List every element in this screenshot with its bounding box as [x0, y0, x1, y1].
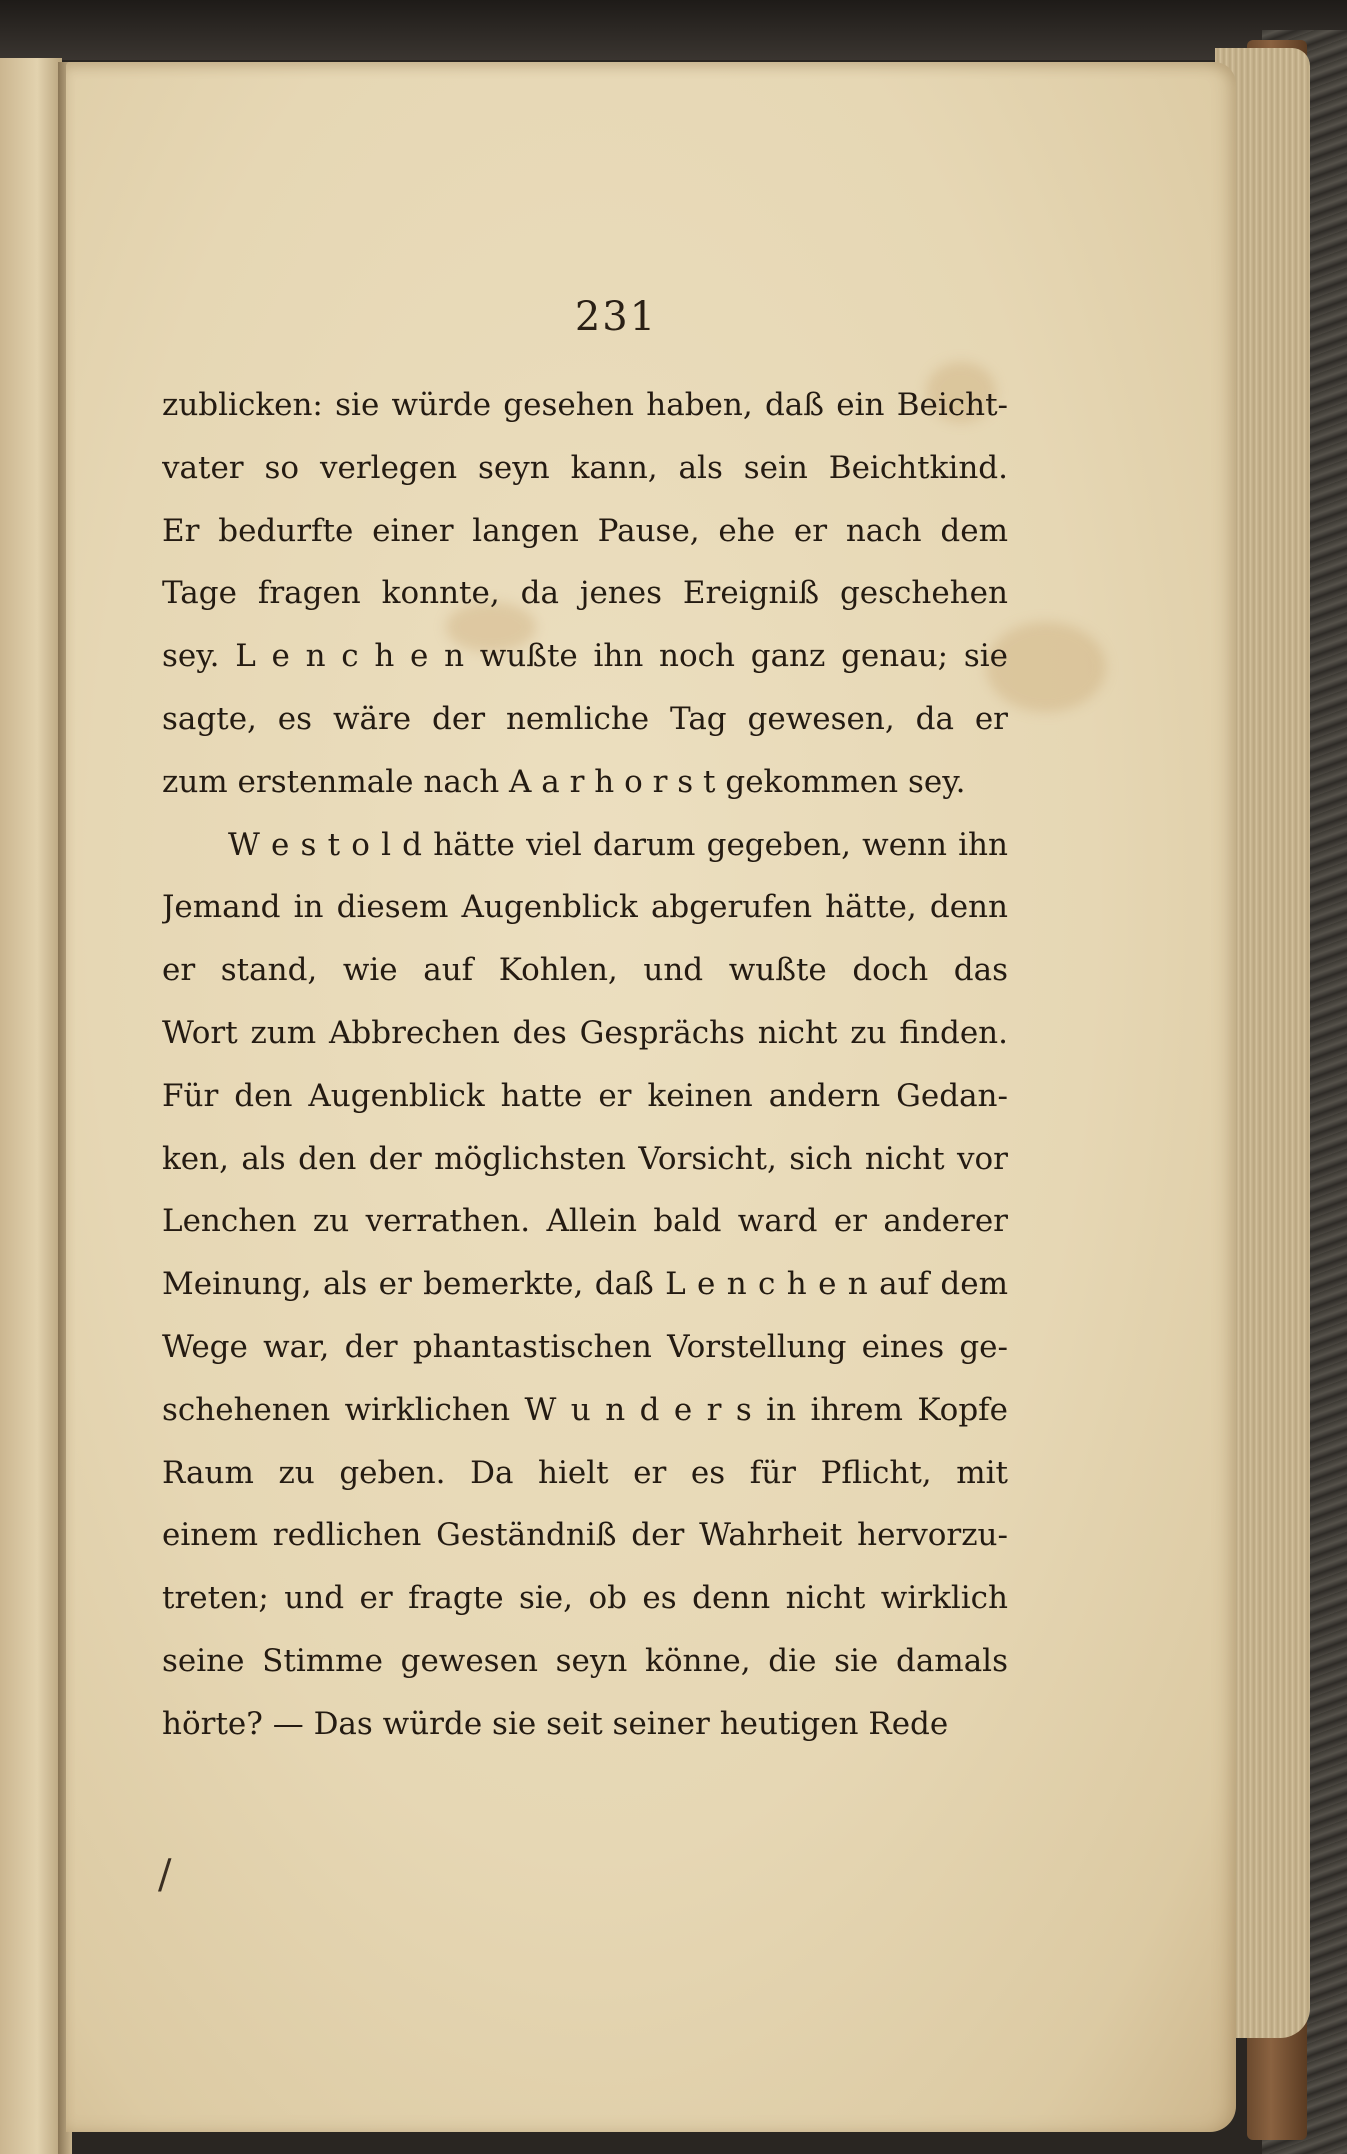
text-line: Lenchen zu verrathen. Allein bald ward er anderer	[162, 1203, 1008, 1240]
text-line: ken, als den der möglichsten Vorsicht, sich nicht vor	[162, 1140, 1008, 1177]
pencil-mark: /	[158, 1852, 172, 1898]
text-line: Wort zum Abbrechen des Gesprächs nicht zu finden.	[162, 1014, 1008, 1051]
text-line: W e s t o l d hätte viel darum gegeben, wenn ihn	[228, 826, 1008, 863]
body-text	[162, 374, 1008, 1756]
text-line: Er bedurfte einer langen Pause, ehe er nach dem	[162, 512, 1008, 549]
book-cover-top	[0, 0, 1347, 60]
text-line: sagte, es wäre der nemliche Tag gewesen, da er	[162, 700, 1008, 737]
text-line: Wege war, der phantastischen Vorstellung eines ge-	[162, 1328, 1008, 1365]
text-line: Jemand in diesem Augenblick abgerufen hätte, denn	[162, 889, 1008, 926]
text-line: er stand, wie auf Kohlen, und wußte doch das	[162, 952, 1008, 989]
text-line: vater so verlegen seyn kann, als sein Beichtkind.	[162, 449, 1008, 486]
text-line: einem redlichen Geständniß der Wahrheit hervorzu-	[162, 1517, 1008, 1554]
text-line: schehenen wirklichen W u n d e r s in ihrem Kopfe	[162, 1391, 1008, 1428]
text-line: treten; und er fragte sie, ob es denn nicht wirklich	[162, 1580, 1008, 1617]
text-line: Tage fragen konnte, da jenes Ereigniß geschehen	[162, 575, 1008, 612]
text-line: seine Stimme gewesen seyn könne, die sie damals	[162, 1642, 1008, 1679]
facing-page-edge	[0, 58, 62, 2154]
text-line: Für den Augenblick hatte er keinen andern Gedan-	[162, 1077, 1008, 1114]
text-line: sey. L e n c h e n wußte ihn noch ganz genau; sie	[162, 638, 1008, 675]
book-page	[66, 62, 1236, 2132]
text-line: zum erstenmale nach A a r h o r s t gekommen sey.	[162, 763, 966, 800]
text-line: Raum zu geben. Da hielt er es für Pflicht, mit	[162, 1454, 1008, 1491]
text-line: zublicken: sie würde gesehen haben, daß ein Beicht-	[162, 387, 1008, 423]
page-number: 231	[574, 294, 658, 340]
text-line: Meinung, als er bemerkte, daß L e n c h e n auf dem	[162, 1266, 1008, 1303]
text-line: hörte? — Das würde sie seit seiner heutigen Rede	[162, 1705, 949, 1742]
